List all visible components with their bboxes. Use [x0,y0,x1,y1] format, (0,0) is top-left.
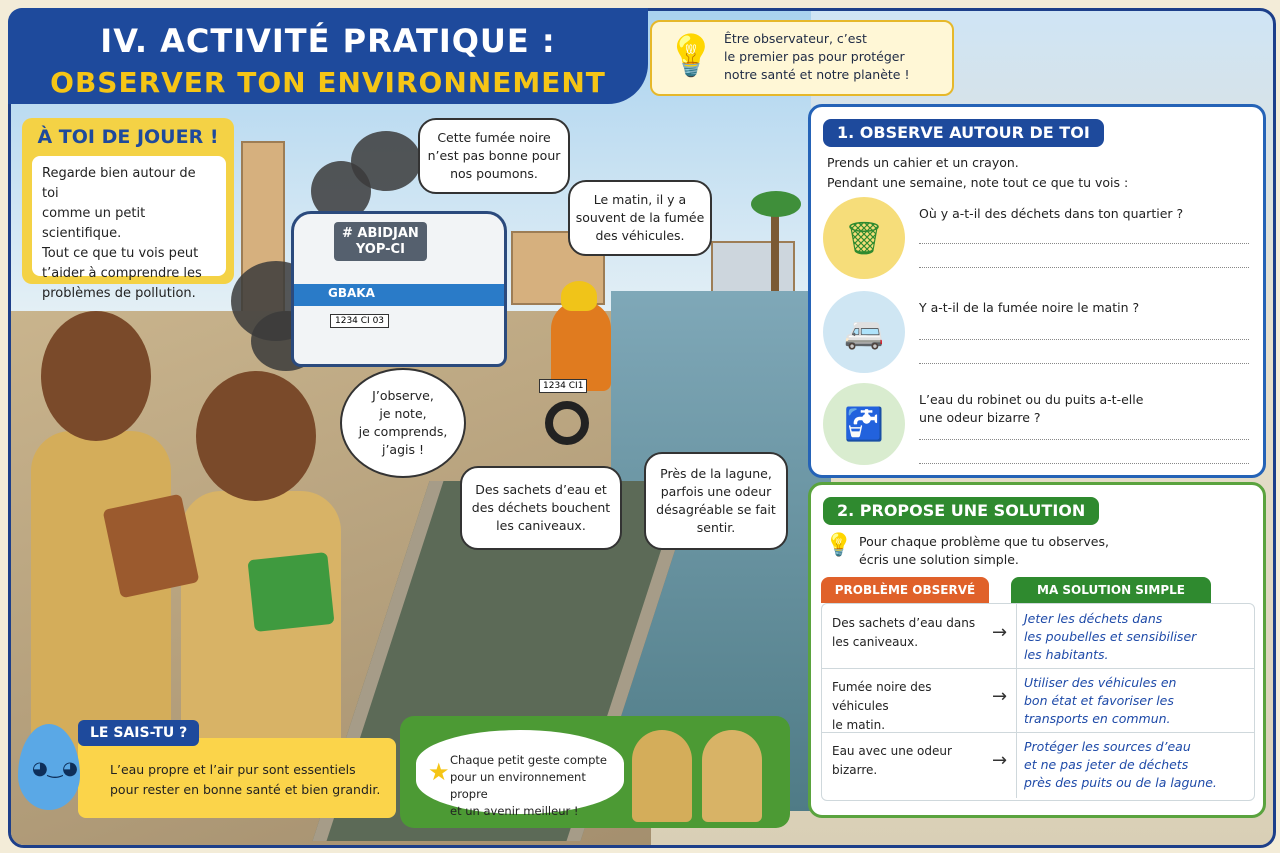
answer-line[interactable] [919,339,1249,340]
speech-bubble-fumee: Cette fumée noire n’est pas bonne pour nos poumons. [418,118,570,194]
girl-thumbs-up [702,730,762,822]
answer-line[interactable] [919,243,1249,244]
solution-cell: Jeter les déchets dans les poubelles et sensibiliser les habitants. [1024,611,1197,662]
smoke-cloud [351,131,421,191]
solution-table [821,603,1255,801]
column-divider [1016,668,1017,732]
toi-de-jouer-text: Regarde bien autour de toi comme un petit scientifique. Tout ce que tu vois peut t’aider à comprendre les problèmes de pollution. [32,156,226,276]
solution-cell: Protéger les sources d’eau et ne pas jeter de déchets près des puits ou de la lagune. [1024,739,1217,790]
helmet [561,281,597,311]
lightbulb-icon: 💡 [666,33,716,79]
column-header-problem: PROBLÈME OBSERVÉ [821,577,989,603]
tip-text: Être observateur, c’est le premier pas pour protéger notre santé et notre planète ! [724,31,910,82]
question-row [821,197,1251,281]
question-text: Y a-t-il de la fumée noire le matin ? [919,300,1140,315]
question-row [821,291,1251,375]
problem-cell: Fumée noire des véhicules le matin. [832,680,932,732]
geste-box [400,716,790,828]
toi-de-jouer-title: À TOI DE JOUER ! [37,126,219,148]
question-text: Où y a-t-il des déchets dans ton quartier ? [919,206,1184,221]
van-label: GBAKA [328,286,375,300]
problem-cell: Eau avec une odeur bizarre. [832,744,952,777]
arrow-right-icon: → [992,622,1008,643]
problem-cell: Des sachets d’eau dans les caniveaux. [832,616,976,649]
geste-text: Chaque petit geste compte pour un environnement propre et un avenir meilleur ! [416,730,624,814]
boy-character [31,431,171,761]
page-subtitle: OBSERVER TON ENVIRONNEMENT [50,66,606,99]
question-row [821,383,1251,467]
speech-bubble-matin: Le matin, il y a souvent de la fumée des véhicules. [568,180,712,256]
rider-body [551,301,611,391]
notebook-green [247,552,334,632]
water-tap-icon: 🚰 [823,383,905,465]
van-smoke-icon: 🚐 [823,291,905,373]
palm-leaves [751,191,801,217]
trash-bin-icon: 🗑 [823,197,905,279]
speech-bubble-lagune: Près de la lagune, parfois une odeur désagréable se fait sentir. [644,452,788,550]
question-text: L’eau du robinet ou du puits a-t-elle une odeur bizarre ? [919,392,1144,425]
lightbulb-icon: 💡 [825,533,853,558]
observe-heading: 1. OBSERVE AUTOUR DE TOI [823,119,1104,147]
moto-wheel [545,401,589,445]
solution-panel [808,482,1266,818]
girl-head [196,371,316,501]
van-destination-sign: # ABIDJAN YOP-CI [334,222,427,261]
le-sais-tu-text: L’eau propre et l’air pur sont essentiels pour rester en bonne santé et bien grandir. [78,738,396,818]
solution-heading: 2. PROPOSE UNE SOLUTION [823,497,1099,525]
tip-box [650,20,954,96]
answer-line[interactable] [919,463,1249,464]
answer-line[interactable] [919,439,1249,440]
water-drop-mascot-icon [18,724,80,810]
observe-intro: Prends un cahier et un crayon. Pendant une semaine, note tout ce que tu vois : [827,155,1129,190]
solution-intro: Pour chaque problème que tu observes, écris une solution simple. [859,534,1109,567]
table-row [822,732,1254,798]
table-row [822,604,1254,669]
answer-line[interactable] [919,363,1249,364]
page-title-banner [8,8,648,104]
star-icon: ★ [428,758,450,786]
le-sais-tu-box [18,718,394,822]
toi-de-jouer-box [22,118,234,301]
smile-icon: ◕‿◕ [32,758,78,779]
table-row [822,668,1254,733]
arrow-right-icon: → [992,750,1008,771]
motorcycle-rider [531,301,631,451]
column-header-solution: MA SOLUTION SIMPLE [1011,577,1211,603]
speech-bubble-sachets: Des sachets d’eau et des déchets bouchent les caniveaux. [460,466,622,550]
moto-license-plate: 1234 CI1 [539,379,587,393]
building-skyline [711,241,795,295]
le-sais-tu-heading: LE SAIS-TU ? [78,720,199,746]
observe-panel [808,104,1266,478]
solution-cell: Utiliser des véhicules en bon état et favoriser les transports en commun. [1024,675,1177,726]
boy-thumbs-up [632,730,692,822]
column-divider [1016,604,1017,668]
van-license-plate: 1234 CI 03 [330,314,389,328]
column-divider [1016,732,1017,798]
page-title: IV. ACTIVITÉ PRATIQUE : [100,22,556,60]
van-stripe [294,284,504,306]
answer-line[interactable] [919,267,1249,268]
boy-head [41,311,151,441]
thought-bubble-observe: J’observe, je note, je comprends, j’agis ! [340,368,466,478]
gbaka-van [291,211,507,367]
arrow-right-icon: → [992,686,1008,707]
